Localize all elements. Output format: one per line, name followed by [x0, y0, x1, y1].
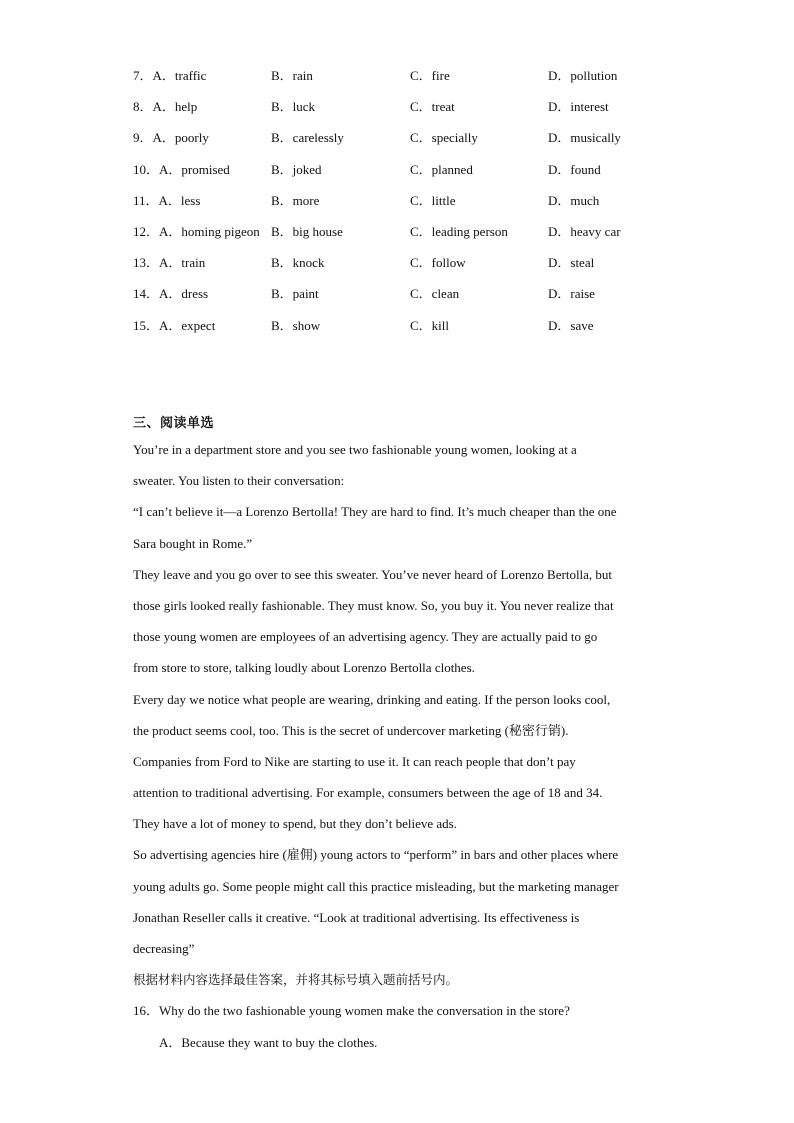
- option-c: C．planned: [410, 161, 473, 177]
- instruction-text: 根据材料内容选择最佳答案，并将其标号填入题前括号内。: [133, 972, 459, 988]
- cloze-options-table: [133, 64, 693, 345]
- option-d: D．steal: [548, 255, 595, 271]
- option-a: 12．A．homing pigeon: [133, 223, 260, 239]
- option-row-9: [133, 126, 693, 157]
- option-row-8: [133, 95, 693, 126]
- option-a: 15．A．expect: [133, 317, 216, 333]
- option-a: 9．A．poorly: [133, 130, 209, 146]
- option-c: C．clean: [410, 286, 460, 302]
- passage-line: So advertising agencies hire (雇佣) young actors to “perform” in bars and other places where: [133, 847, 619, 863]
- option-row-15: [133, 314, 693, 345]
- option-c: C．fire: [410, 68, 450, 83]
- passage-line: the product seems cool, too. This is the secret of undercover marketing (秘密行销).: [133, 722, 569, 738]
- option-a: 13．A．train: [133, 255, 206, 271]
- option-b: B．paint: [271, 286, 319, 302]
- reading-passage: [133, 436, 663, 1060]
- option-d: D．save: [548, 317, 594, 333]
- passage-line: from store to store, talking loudly about Lorenzo Bertolla clothes.: [133, 660, 475, 676]
- passage-line: those young women are employees of an advertising agency. They are actually paid to go: [133, 629, 598, 645]
- passage-line: Every day we notice what people are wearing, drinking and eating. If the person looks cool,: [133, 691, 611, 707]
- option-b: B．more: [271, 192, 320, 208]
- section-title: 三、阅读单选: [133, 416, 215, 431]
- option-row-10: [133, 158, 693, 189]
- option-b: B．rain: [271, 68, 313, 83]
- option-d: D．heavy car: [548, 223, 621, 239]
- option-c: C．specially: [410, 130, 478, 146]
- passage-line: You’re in a department store and you see two fashionable young women, looking at a: [133, 442, 577, 457]
- option-c: C．little: [410, 192, 456, 208]
- passage-line: They have a lot of money to spend, but they don’t believe ads.: [133, 816, 457, 832]
- passage-line: decreasing”: [133, 941, 195, 956]
- option-d: D．much: [548, 192, 600, 208]
- passage-line: “I can’t believe it—a Lorenzo Bertolla! They are hard to find. It’s much cheaper than the one: [133, 504, 617, 520]
- option-b: B．joked: [271, 161, 322, 177]
- passage-line: sweater. You listen to their conversation:: [133, 473, 345, 489]
- passage-line: attention to traditional advertising. For example, consumers between the age of 18 and 34.: [133, 785, 603, 801]
- passage-line: Sara bought in Rome.”: [133, 535, 253, 551]
- passage-line: young adults go. Some people might call this practice misleading, but the marketing manager: [133, 878, 619, 894]
- passage-line: Jonathan Reseller calls it creative. “Look at traditional advertising. Its effectiveness is: [133, 909, 580, 925]
- option-row-11: [133, 189, 693, 220]
- option-c: C．kill: [410, 317, 450, 333]
- answer-option-a: A．Because they want to buy the clothes.: [159, 1034, 378, 1050]
- option-d: D．raise: [548, 286, 595, 302]
- option-d: D．pollution: [548, 68, 618, 83]
- option-row-14: [133, 282, 693, 313]
- option-d: D．interest: [548, 99, 609, 115]
- option-b: B．knock: [271, 255, 325, 271]
- option-b: B．luck: [271, 99, 316, 115]
- option-c: C．treat: [410, 99, 455, 115]
- option-row-7: [133, 64, 693, 95]
- option-a: 7．A．traffic: [133, 68, 207, 83]
- passage-line: those girls looked really fashionable. They must know. So, you buy it. You never realize that: [133, 597, 614, 613]
- passage-line: Companies from Ford to Nike are starting to use it. It can reach people that don’t pay: [133, 753, 576, 769]
- question-16: 16．Why do the two fashionable young women make the conversation in the store?: [133, 1003, 570, 1019]
- option-row-12: [133, 220, 693, 251]
- passage-line: They leave and you go over to see this sweater. You’ve never heard of Lorenzo Bertolla, but: [133, 566, 613, 582]
- option-c: C．follow: [410, 255, 466, 271]
- option-b: B．carelessly: [271, 130, 344, 146]
- option-b: B．big house: [271, 223, 343, 239]
- option-row-13: [133, 251, 693, 282]
- option-c: C．leading person: [410, 223, 508, 239]
- option-a: 11．A．less: [133, 192, 201, 208]
- option-d: D．found: [548, 161, 601, 177]
- option-a: 14．A．dress: [133, 286, 209, 302]
- option-a: 10．A．promised: [133, 161, 230, 177]
- option-d: D．musically: [548, 130, 621, 146]
- option-a: 8．A．help: [133, 99, 198, 115]
- option-b: B．show: [271, 317, 321, 333]
